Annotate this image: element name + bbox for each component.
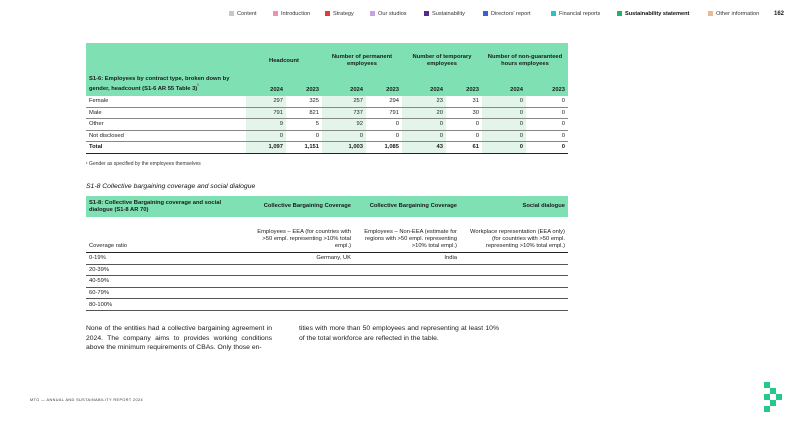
row-label: 60-79% <box>86 287 248 299</box>
nav-swatch <box>617 11 622 16</box>
table-cell: 20 <box>402 107 446 119</box>
column-subheader: Employees – Non-EEA (estimate for regions with >50 empl. representing >10% total empl.) <box>354 217 460 253</box>
table-cell: 257 <box>322 96 366 107</box>
table-title: S1-8: Collective Bargaining coverage and social dialogue (S1-8 AR 70) <box>86 196 248 217</box>
nav-item-label: Our studios <box>378 11 407 17</box>
nav-item-directors-report[interactable] <box>483 9 531 19</box>
nav-item-introduction[interactable] <box>273 9 310 19</box>
year-header: 2023 <box>526 79 568 96</box>
year-header: 2024 <box>322 79 366 96</box>
column-header: Social dialogue <box>460 196 568 217</box>
table-cell: 23 <box>402 96 446 107</box>
table-cell: 325 <box>286 96 322 107</box>
table-cell: 61 <box>446 142 482 154</box>
year-header: 2024 <box>482 79 526 96</box>
table-cell: 0 <box>366 130 402 142</box>
table-cell: 30 <box>446 107 482 119</box>
table-cell <box>354 299 460 311</box>
table-cell: 791 <box>246 107 286 119</box>
nav-item-label: Financial reports <box>559 11 601 17</box>
table-cell: 0 <box>402 130 446 142</box>
table-cell: 0 <box>482 130 526 142</box>
nav-item-label: Content <box>237 11 257 17</box>
nav-item-label: Other information <box>716 11 760 17</box>
employees-contract-table <box>86 43 568 154</box>
table-cell: 297 <box>246 96 286 107</box>
table-row <box>86 264 568 276</box>
column-subheader: Workplace representation (EEA only) (for countries with >50 empl. representing >10% total empl.) <box>460 217 568 253</box>
table-cell <box>248 299 354 311</box>
table-cell: 92 <box>322 119 366 131</box>
column-group-header: Number of permanent employees <box>322 43 402 79</box>
row-label: 40-59% <box>86 276 248 288</box>
table-cell <box>460 299 568 311</box>
table-cell <box>460 287 568 299</box>
table-row <box>86 142 568 154</box>
row-label: Male <box>86 107 246 119</box>
footnote-marker: ¹ <box>197 84 199 90</box>
table-cell: 0 <box>482 142 526 154</box>
table-cell: 0 <box>446 130 482 142</box>
table-cell <box>248 287 354 299</box>
table-cell <box>248 264 354 276</box>
row-label: Total <box>86 142 246 154</box>
nav-item-content[interactable] <box>229 9 257 19</box>
nav-item-strategy[interactable] <box>325 9 354 19</box>
table-cell: 0 <box>246 130 286 142</box>
table-cell: 31 <box>446 96 482 107</box>
nav-swatch <box>370 11 375 16</box>
table-cell <box>354 287 460 299</box>
table-cell: 821 <box>286 107 322 119</box>
column-group-header: Number of non-guaranteed hours employees <box>482 43 568 79</box>
column-subheader: Employees – EEA (for countries with >50 empl. representing >10% total empl.) <box>248 217 354 253</box>
body-text-right: tities with more than 50 employees and representing at least 10% of the total workforce are reflected in the table. <box>299 325 499 342</box>
table-cell: Germany, UK <box>248 253 354 265</box>
table-cell: 0 <box>526 130 568 142</box>
table-cell: 1,097 <box>246 142 286 154</box>
year-header: 2023 <box>366 79 402 96</box>
nav-item-financial-reports[interactable] <box>551 9 600 19</box>
table-cell: 0 <box>482 107 526 119</box>
table-cell <box>460 276 568 288</box>
table-cell <box>354 276 460 288</box>
table-cell: 294 <box>366 96 402 107</box>
nav-item-sustainability-statement[interactable] <box>617 9 689 19</box>
table-cell <box>354 264 460 276</box>
table-cell: 0 <box>286 130 322 142</box>
nav-item-our-studios[interactable] <box>370 9 407 19</box>
nav-swatch <box>325 11 330 16</box>
table-cell: 1,151 <box>286 142 322 154</box>
table-cell: 0 <box>322 130 366 142</box>
nav-swatch <box>229 11 234 16</box>
row-label: 20-39% <box>86 264 248 276</box>
table-row <box>86 96 568 107</box>
table-row <box>86 276 568 288</box>
table-cell: 5 <box>286 119 322 131</box>
nav-item-label: Directors' report <box>491 11 531 17</box>
table-footnote: ¹ Gender as specified by the employees themselves <box>86 161 201 167</box>
table-cell <box>248 276 354 288</box>
row-header-label: Coverage ratio <box>86 217 248 253</box>
table-cell <box>460 253 568 265</box>
table-cell: 0 <box>366 119 402 131</box>
nav-swatch <box>708 11 713 16</box>
column-group-header: Number of temporary employees <box>402 43 482 79</box>
table-title: S1-6: Employees by contract type, broken down by gender, headcount (S1-6 AR 55 Table 3)$^{^1}$ <box>86 43 246 96</box>
page-number: 162 <box>774 11 785 17</box>
table-cell: 43 <box>402 142 446 154</box>
nav-item-label: Sustainability <box>432 11 465 17</box>
table-cell: 0 <box>482 96 526 107</box>
table-row <box>86 107 568 119</box>
table-row <box>86 130 568 142</box>
body-text-left: None of the entities had a collective bargaining agreement in 2024. The company aims to provides working conditions above the minimum requirements of CBAs. Only those en- <box>86 325 272 352</box>
page-footer: MTG — ANNUAL AND SUSTAINABILITY REPORT 2024 <box>30 398 143 402</box>
nav-swatch <box>483 11 488 16</box>
row-label: 80-100% <box>86 299 248 311</box>
row-label: Not disclosed <box>86 130 246 142</box>
year-header: 2024 <box>246 79 286 96</box>
nav-item-label: Sustainability statement <box>625 11 690 17</box>
table-row <box>86 287 568 299</box>
table-cell <box>460 264 568 276</box>
collective-bargaining-table <box>86 196 568 311</box>
table-cell: India <box>354 253 460 265</box>
nav-item-label: Strategy <box>333 11 354 17</box>
table-row <box>86 299 568 311</box>
table-cell: 1,085 <box>366 142 402 154</box>
year-header: 2024 <box>402 79 446 96</box>
table-cell: 0 <box>482 119 526 131</box>
row-label: Other <box>86 119 246 131</box>
table-cell: 0 <box>526 107 568 119</box>
nav-swatch <box>551 11 556 16</box>
column-group-header: Headcount <box>246 43 322 79</box>
nav-swatch <box>424 11 429 16</box>
table-cell: 9 <box>246 119 286 131</box>
nav-item-other-information[interactable] <box>708 9 759 19</box>
table-cell: 1,003 <box>322 142 366 154</box>
row-label: 0-19% <box>86 253 248 265</box>
brand-logo <box>764 382 784 412</box>
table-cell: 0 <box>526 96 568 107</box>
top-navigation <box>0 9 800 23</box>
column-header: Collective Bargaining Coverage <box>354 196 460 217</box>
table-cell: 791 <box>366 107 402 119</box>
table-cell: 737 <box>322 107 366 119</box>
table-cell: 0 <box>526 119 568 131</box>
nav-item-sustainability[interactable] <box>424 9 465 19</box>
year-header: 2023 <box>446 79 482 96</box>
year-header: 2023 <box>286 79 322 96</box>
column-header: Collective Bargaining Coverage <box>248 196 354 217</box>
table-cell: 0 <box>526 142 568 154</box>
row-label: Female <box>86 96 246 107</box>
section-title: S1-8 Collective bargaining coverage and social dialogue <box>86 183 256 190</box>
table-row <box>86 253 568 265</box>
table-row <box>86 119 568 131</box>
table-cell: 0 <box>402 119 446 131</box>
nav-item-label: Introduction <box>281 11 311 17</box>
table-cell: 0 <box>446 119 482 131</box>
nav-swatch <box>273 11 278 16</box>
